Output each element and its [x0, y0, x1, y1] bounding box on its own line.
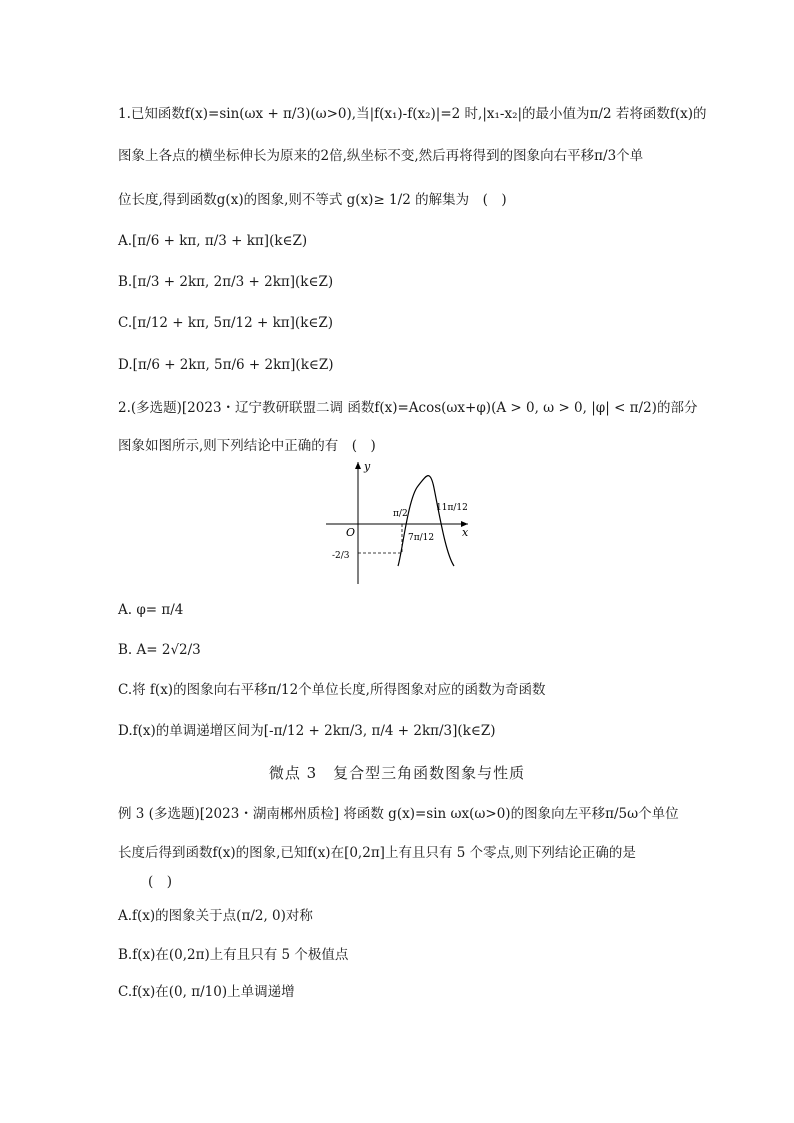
- q2-stem-line1: 2.(多选题)[2023・辽宁教研联盟二调 函数f(x)=Acos(ωx+φ)(A > 0, ω > 0, |φ| < π/2)的部分: [118, 400, 698, 416]
- q1-option-d: D.[π/6 + 2kπ, 5π/6 + 2kπ](k∈Z): [118, 357, 334, 373]
- q2-option-d: D.f(x)的单调递增区间为[-π/12 + 2kπ/3, π/4 + 2kπ/3](k∈Z): [118, 723, 496, 739]
- q2-option-c: C.将 f(x)的图象向右平移π/12个单位长度,所得图象对应的函数为奇函数: [118, 682, 546, 698]
- ex3-stem-line2: 长度后得到函数f(x)的图象,已知f(x)在[0,2π]上有且只有 5 个零点,则下列结论正确的是: [118, 845, 636, 861]
- q1-option-a: A.[π/6 + kπ, π/3 + kπ](k∈Z): [118, 233, 308, 249]
- neg-two-thirds-label: -2/3: [332, 551, 350, 561]
- cosine-curve: [398, 476, 454, 566]
- y-axis-arrow: [355, 462, 361, 469]
- q2-option-a: A. φ= π/4: [118, 602, 184, 618]
- q1-option-b: B.[π/3 + 2kπ, 2π/3 + 2kπ](k∈Z): [118, 274, 334, 290]
- origin-label: O: [346, 526, 356, 539]
- section-title: 微点 3 复合型三角函数图象与性质: [268, 764, 526, 782]
- ex3-stem-line3: ( ): [148, 874, 173, 890]
- q1-stem-line3: 位长度,得到函数g(x)的图象,则不等式 g(x)≥ 1/2 的解集为 ( ): [118, 192, 507, 208]
- ex3-stem-line1: 例 3 (多选题)[2023・湖南郴州质检] 将函数 g(x)=sin ωx(ω>0)的图象向左平移π/5ω个单位: [118, 806, 679, 822]
- y-axis-label: y: [364, 460, 371, 473]
- seven-pi-over-12-label: 7π/12: [408, 533, 435, 543]
- x-axis-label: x: [462, 526, 469, 539]
- ex3-option-b: B.f(x)在(0,2π)上有且只有 5 个极值点: [118, 947, 349, 963]
- q1-option-c: C.[π/12 + kπ, 5π/12 + kπ](k∈Z): [118, 315, 334, 331]
- pi-over-2-label: π/2: [393, 509, 408, 519]
- ex3-option-a: A.f(x)的图象关于点(π/2, 0)对称: [118, 908, 313, 924]
- eleven-pi-over-12-label: 11π/12: [436, 503, 468, 513]
- q1-stem-line1: 1.已知函数f(x)=sin(ωx + π/3)(ω>0),当|f(x₁)-f(x₂)|=2 时,|x₁-x₂|的最小值为π/2 若将函数f(x)的: [118, 106, 707, 122]
- q2-option-b: B. A= 2√2/3: [118, 642, 201, 658]
- q1-stem-line2: 图象上各点的横坐标伸长为原来的2倍,纵坐标不变,然后再将得到的图象向右平移π/3个单: [118, 148, 644, 164]
- ex3-option-c: C.f(x)在(0, π/10)上单调递增: [118, 984, 295, 1000]
- q2-stem-line2: 图象如图所示,则下列结论中正确的有 ( ): [118, 438, 376, 454]
- function-graph: [322, 458, 472, 586]
